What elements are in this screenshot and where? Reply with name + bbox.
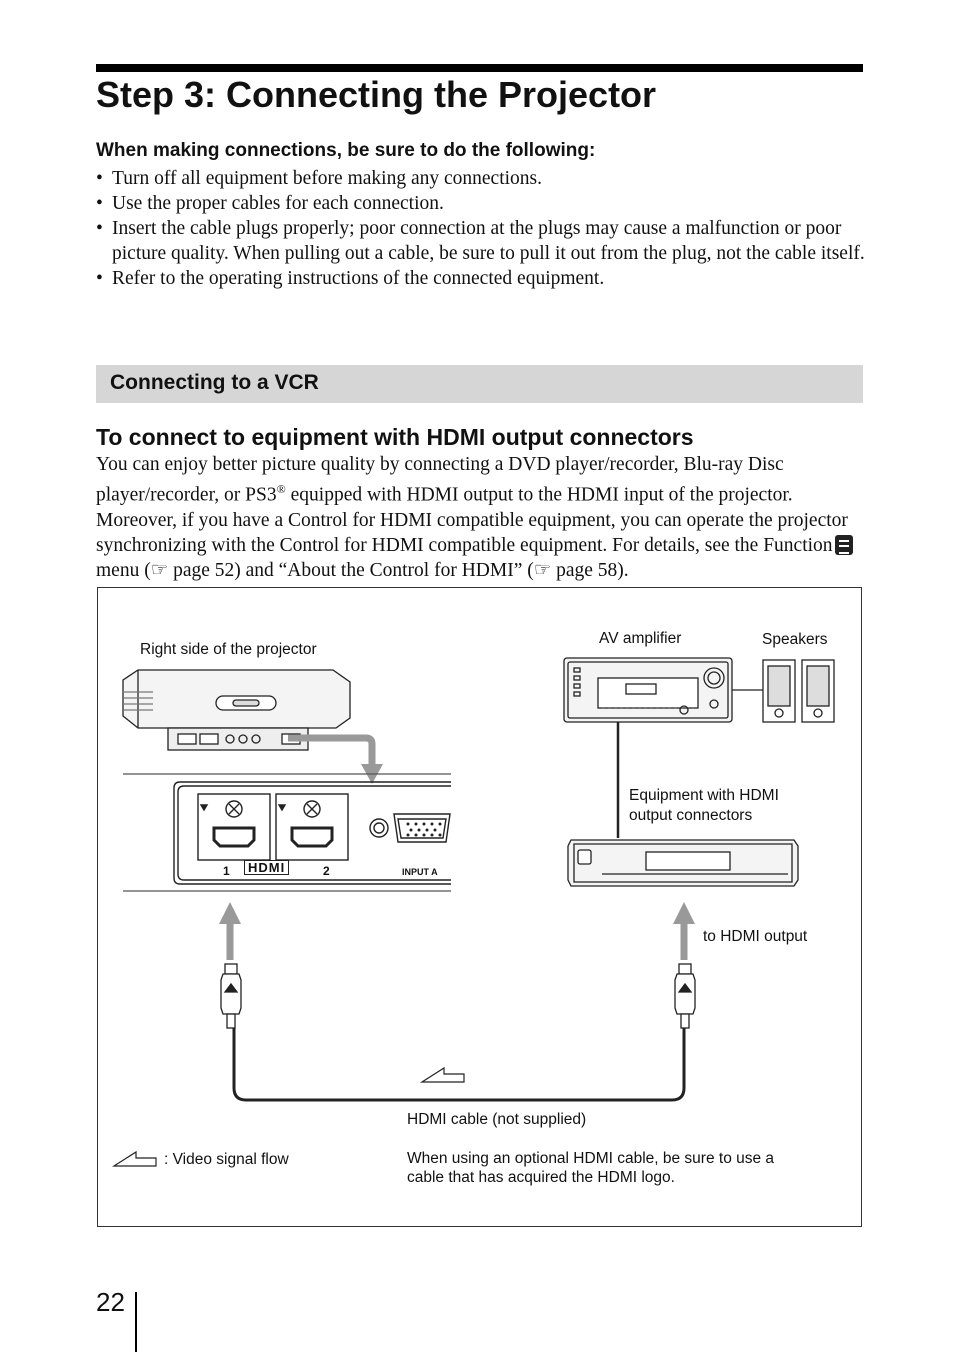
port-1-label: 1 <box>223 864 230 878</box>
legend-label: : Video signal flow <box>164 1151 289 1168</box>
subsection-title: To connect to equipment with HDMI output connectors <box>96 424 694 450</box>
function-menu-icon <box>835 535 853 555</box>
intro-heading: When making connections, be sure to do the following: <box>96 140 596 161</box>
bullet-item: • Insert the cable plugs properly; poor connection at the plugs may cause a malfunction or poor picture quality. When pulling out a cable, be sure to pull it out from the plug, not the cable itself. <box>96 216 866 266</box>
diagram-drawing <box>98 588 863 1228</box>
cable-label: HDMI cable (not supplied) <box>407 1111 587 1128</box>
title-rule <box>96 64 863 72</box>
hdmi-output-label: to HDMI output <box>703 928 808 945</box>
body-text: equipped with HDMI output to the HDMI input of the projector. Moreover, if you have a Control for HDMI compatible equipment, you can operate the projector synchronizing with the Control for HDMI compatible equipment. For details, see the Function <box>96 484 848 556</box>
video-signal-flow-icon <box>114 1152 156 1166</box>
hdmi-equipment-illustration <box>568 840 798 886</box>
subsection-body <box>96 452 866 583</box>
bullet-item: • Refer to the operating instructions of the connected equipment. <box>96 266 866 291</box>
speakers-label: Speakers <box>762 631 828 648</box>
vga-pins <box>407 823 442 837</box>
input-a-label: INPUT A <box>402 867 438 877</box>
page-number-rule <box>135 1292 137 1352</box>
page-reference: page 52) and “About the Control for HDMI” ( <box>168 559 534 581</box>
bullet-item: • Turn off all equipment before making any connections. <box>96 166 866 191</box>
page-title: Step 3: Connecting the Projector <box>96 74 657 115</box>
page-number: 22 <box>96 1287 125 1317</box>
section-header <box>96 365 863 403</box>
hdmi-logo: HDMI <box>244 860 289 875</box>
equipment-label: Equipment with HDMI output connectors <box>629 787 779 824</box>
body-text: menu ( <box>96 559 151 581</box>
section-title: Connecting to a VCR <box>110 371 319 394</box>
av-amplifier-illustration <box>564 658 764 722</box>
bullet-item: • Use the proper cables for each connection. <box>96 191 866 216</box>
body-text: You can enjoy better picture quality by connecting a DVD player/recorder, Blu-ray Disc player/recorder, or PS3 <box>96 454 784 506</box>
page-reference: page 58). <box>551 559 629 581</box>
pointing-hand-icon: ☞ <box>533 559 552 581</box>
registered-mark: ® <box>276 482 286 496</box>
av-amplifier-label: AV amplifier <box>599 630 682 647</box>
pointing-hand-icon: ☞ <box>150 559 169 581</box>
connection-diagram <box>97 587 862 1227</box>
speakers-illustration <box>763 660 834 722</box>
intro-bullet-list <box>96 166 866 291</box>
signal-flow-icon <box>422 1068 464 1082</box>
port-2-label: 2 <box>323 864 330 878</box>
cable-note: When using an optional HDMI cable, be sure to use a cable that has acquired the HDMI logo. <box>407 1150 775 1186</box>
projector-label: Right side of the projector <box>140 641 317 658</box>
